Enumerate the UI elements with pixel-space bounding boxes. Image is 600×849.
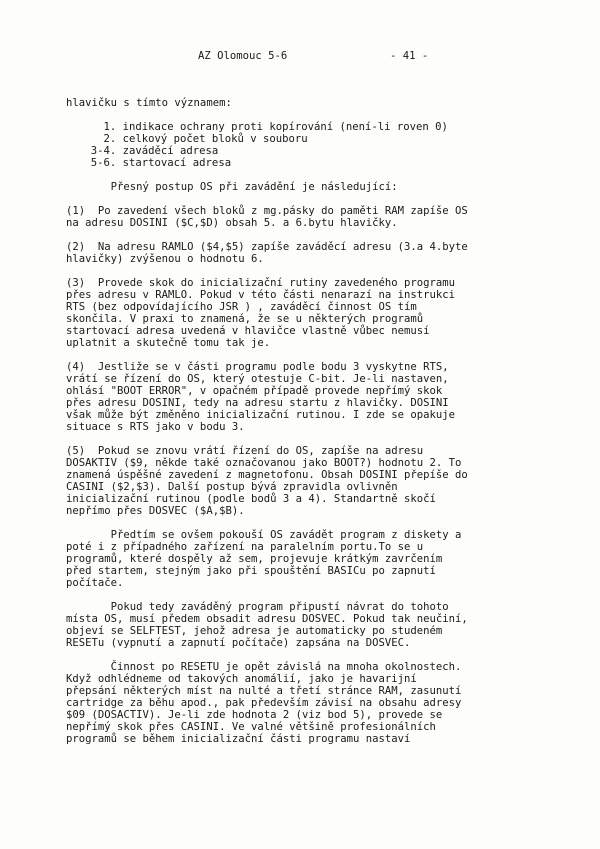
spacer [66, 649, 544, 661]
list-item: 3-4. zaváděcí adresa [78, 145, 219, 157]
text-line: inicializační rutinou (podle bodů 3 a 4). Standartně skočí [66, 493, 436, 505]
text-line: (2) Na adresu RAMLO ($4,$5) zapíše zaváděcí adresu (3.a 4.byte [66, 241, 468, 253]
text-line: uplatnit a skutečně tomu tak je. [66, 337, 271, 349]
text-line: na adresu DOSINI ($C,$D) obsah 5. a 6.bytu hlavičky. [66, 217, 398, 229]
text-line: přes adresu v RAMLO. Pokud v této části nenarazí na instrukci [66, 289, 456, 301]
text-line: situace s RTS jako v bodu 3. [66, 421, 245, 433]
text-line: hlavičky) zvýšenou o hodnotu 6. [66, 253, 264, 265]
paragraph [66, 661, 544, 745]
text-line: před startem, stejným jako při spouštění BASICu po zapnutí [66, 565, 436, 577]
text-line: DOSAKTIV ($9, někde také označovanou jako BOOT?) hodnotu 2. To [66, 457, 462, 469]
text-line: však může být změněno inicializační rutinou. I zde se opakuje [66, 409, 456, 421]
text-line: přepsání některých míst na nulté a třetí stránce RAM, zasunutí [66, 685, 462, 697]
page-header [0, 50, 600, 66]
text-line: objeví se SELFTEST, jehož adresa je automaticky po studeném [66, 625, 443, 637]
text-line: Pokud tedy zaváděný program připustí návrat do tohoto [66, 601, 449, 613]
spacer [66, 349, 544, 361]
text-line: přes adresu DOSINI, tedy na adresu startu z hlavičky. DOSINI [66, 397, 449, 409]
body-text [66, 97, 544, 745]
text-line: (5) Pokud se znovu vrátí řízení do OS, zapíše na adresu [66, 445, 424, 457]
text-line: skončila. V praxi to znamená, že se u některých programů [66, 313, 424, 325]
running-title: AZ Olomouc 5-6 [198, 50, 288, 62]
text-line: Předtím se ovšem pokouší OS zavádět program z diskety a [66, 529, 462, 541]
text-line: (3) Provede skok do inicializační rutiny zavedeného programu [66, 277, 456, 289]
list-item: 2. celkový počet bloků v souboru [78, 133, 308, 145]
spacer [66, 109, 544, 121]
lead-line: Přesný postup OS při zavádění je následující: [66, 181, 398, 193]
text-line: cartridge za běhu apod., pak především závisí na obsahu adresy [66, 697, 462, 709]
spacer [66, 169, 544, 181]
paragraph [66, 445, 544, 517]
text-line: Činnost po RESETU je opět závislá na mnoha okolnostech. [66, 661, 462, 673]
text-line: znamená úspěšné zavedení z magnetofonu. Obsah DOSINI přepíše do [66, 469, 468, 481]
text-line: Když odhlédneme od takových anomálií, jako je havarijní [66, 673, 417, 685]
paragraph [66, 205, 544, 229]
paragraph [66, 529, 544, 589]
text-line: vrátí se řízení do OS, který otestuje C-bit. Je-li nastaven, [66, 373, 449, 385]
text-line: (1) Po zavedení všech bloků z mg.pásky do paměti RAM zapíše OS [66, 205, 468, 217]
text-line: RESETu (vypnutí a zapnutí počítače) zapsána na DOSVEC. [66, 637, 411, 649]
text-line: $09 (DOSACTIV). Je-li zde hodnota 2 (viz bod 5), provede se [66, 709, 443, 721]
text-line: nepřímý skok přes CASINI. Ve valné většině profesionálních [66, 721, 436, 733]
text-line: startovací adresa uvedená v hlavičce vlastně vůbec nemusí [66, 325, 430, 337]
text-line: místa OS, musí předem obsadit adresu DOSVEC. Pokud tak neučiní, [66, 613, 468, 625]
text-line: programů, které dospěly až sem, projevuje krátkým zavrčením [66, 553, 443, 565]
spacer [66, 589, 544, 601]
spacer [66, 229, 544, 241]
text-line: RTS (bez odpovídajícího JSR ) , zaváděcí činnost OS tím [66, 301, 417, 313]
list-item: 1. indikace ochrany proti kopírování (není-li roven 0) [78, 121, 448, 133]
paragraph [66, 361, 544, 433]
text-line: nepřímo přes DOSVEC ($A,$B). [66, 505, 245, 517]
text-line: (4) Jestliže se v části programu podle bodu 3 vyskytne RTS, [66, 361, 449, 373]
text-line: poté i z případného zařízení na paralelním portu.To se u [66, 541, 424, 553]
text-line: ohlásí "BOOT ERROR", v opačném případě provede nepřímý skok [66, 385, 443, 397]
spacer [66, 265, 544, 277]
spacer [66, 517, 544, 529]
intro-line: hlavičku s tímto významem: [66, 97, 232, 109]
list-item: 5-6. startovací adresa [78, 157, 232, 169]
spacer [66, 193, 544, 205]
text-line: CASINI ($2,$3). Další postup bývá zpravidla ovlivněn [66, 481, 398, 493]
text-line: počítače. [66, 577, 124, 589]
text-line: programů se během inicializační části programu nastaví [66, 733, 411, 745]
header-field-list [66, 121, 544, 169]
paragraph [66, 241, 544, 265]
paragraph [66, 277, 544, 349]
paragraph [66, 601, 544, 649]
page-number: - 41 - [390, 50, 429, 62]
spacer [66, 433, 544, 445]
